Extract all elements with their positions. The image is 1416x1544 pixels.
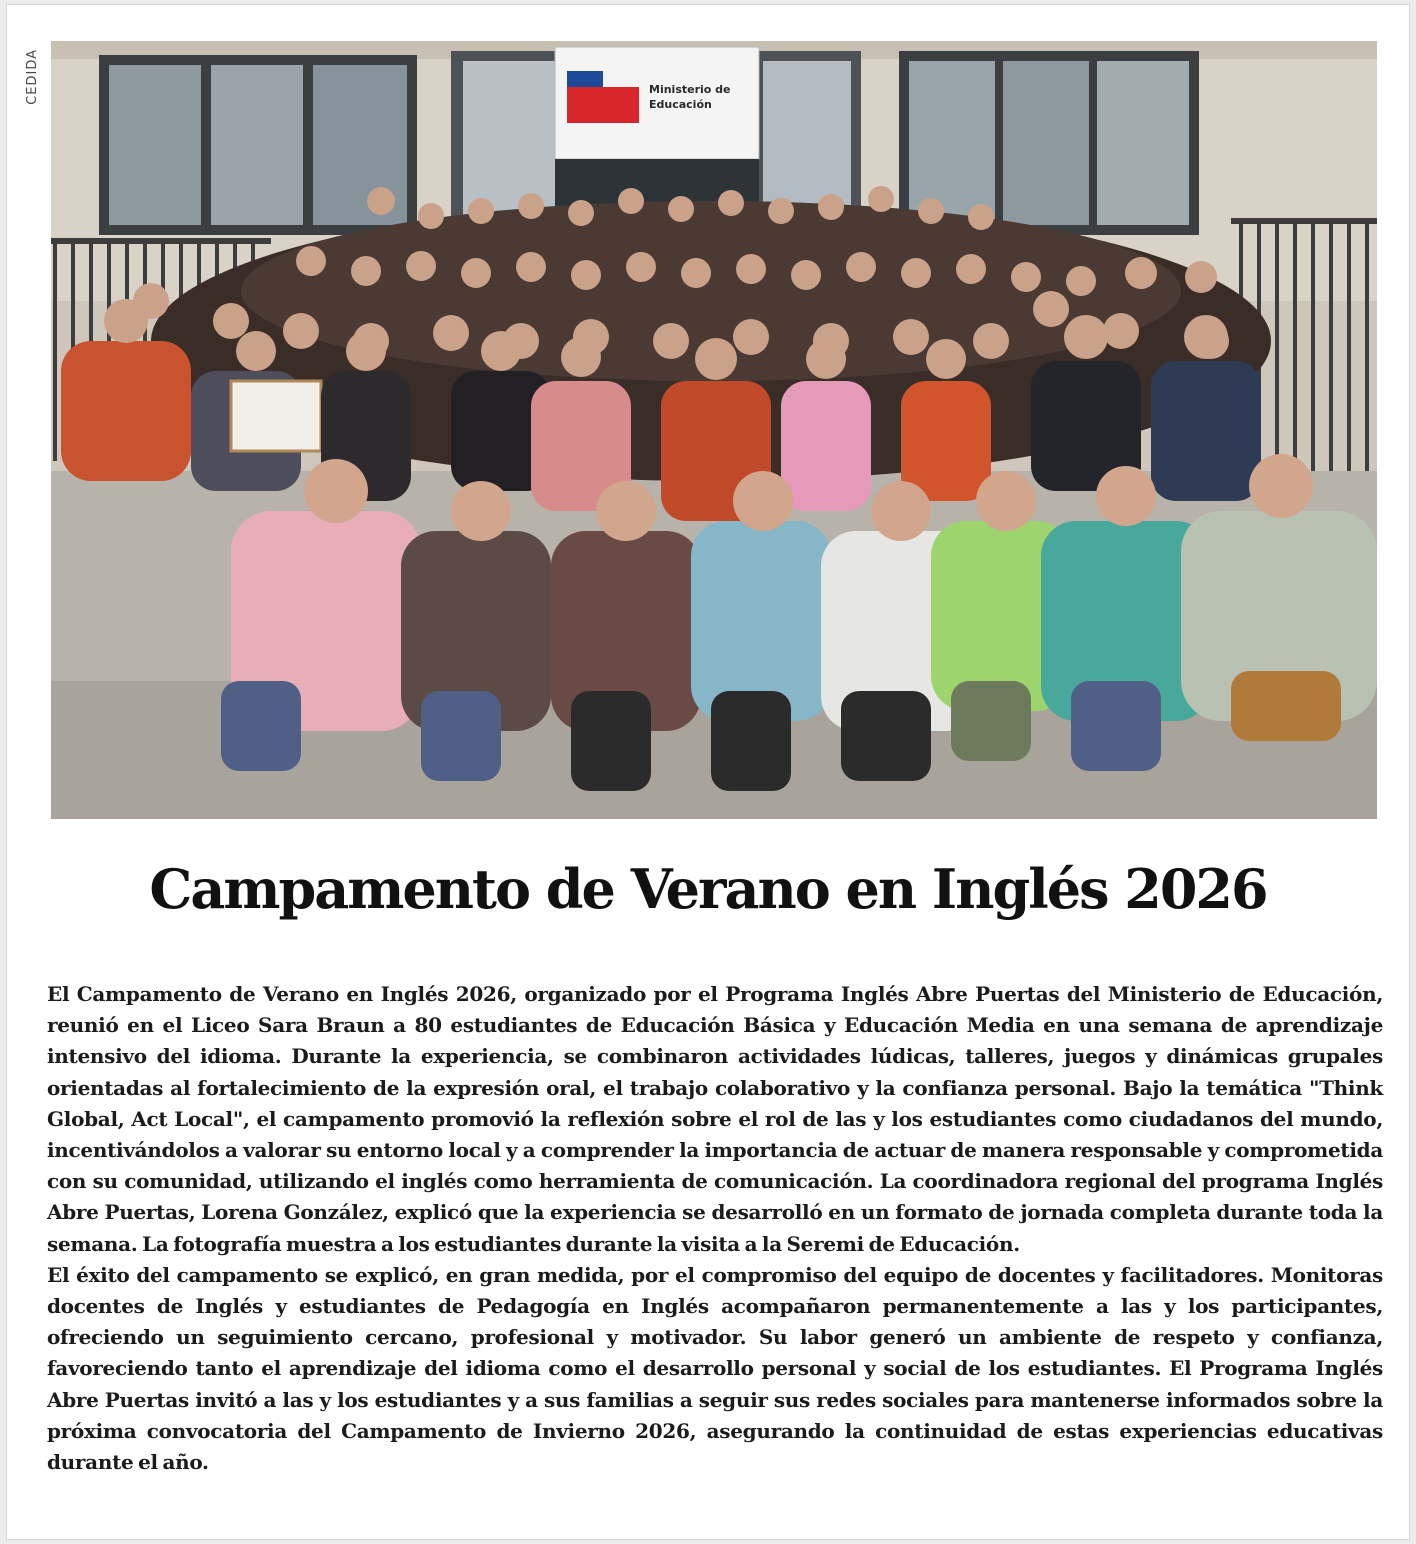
- article-body: [47, 979, 1383, 1478]
- group-photo: [51, 41, 1377, 819]
- article-paragraph-1: El Campamento de Verano en Inglés 2026, organizado por el Programa Inglés Abre Puertas del Ministerio de Educación, reunió en el Liceo Sara Braun a 80 estudiantes de Educación Básica y Educación Media en una semana de aprendizaje intensivo del idioma. Durante la experiencia, se combinaron actividades lúdicas, talleres, juegos y dinámicas grupales orientadas al fortalecimiento de la expresión oral, el trabajo colaborativo y la confianza personal. Bajo la temática "Think Global, Act Local", el campamento promovió la reflexión sobre el rol de las y los estudiantes como ciudadanos del mundo, incentivándolos a valorar su entorno local y a comprender la importancia de actuar de manera responsable y comprometida con su comunidad, utilizando el inglés como herramienta de comunicación. La coordinadora regional del programa Inglés Abre Puertas, Lorena González, explicó que la experiencia se desarrolló en un formato de jornada completa durante toda la semana. La fotografía muestra a los estudiantes durante la visita a la Seremi de Educación.: [47, 982, 1383, 1256]
- article-headline: Campamento de Verano en Inglés 2026: [149, 857, 1267, 921]
- sign-text-1: Ministerio de: [649, 83, 731, 96]
- newspaper-page: [6, 4, 1410, 1540]
- sign-text-2: Educación: [649, 98, 712, 111]
- article-paragraph-2: El éxito del campamento se explicó, en gran medida, por el compromiso del equipo de docentes y facilitadores. Monitoras docentes de Inglés y estudiantes de Pedagogía en Inglés acompañaron permanentemente a las y los participantes, ofreciendo un seguimiento cercano, profesional y motivador. Su labor generó un ambiente de respeto y confianza, favoreciendo tanto el aprendizaje del idioma como el desarrollo personal y social de los estudiantes. El Programa Inglés Abre Puertas invitó a las y los estudiantes y a sus familias a seguir sus redes sociales para mantenerse informados sobre la próxima convocatoria del Campamento de Invierno 2026, asegurando la continuidad de estas experiencias educativas durante el año.: [47, 1262, 1383, 1475]
- photo-credit: CEDIDA: [25, 49, 40, 105]
